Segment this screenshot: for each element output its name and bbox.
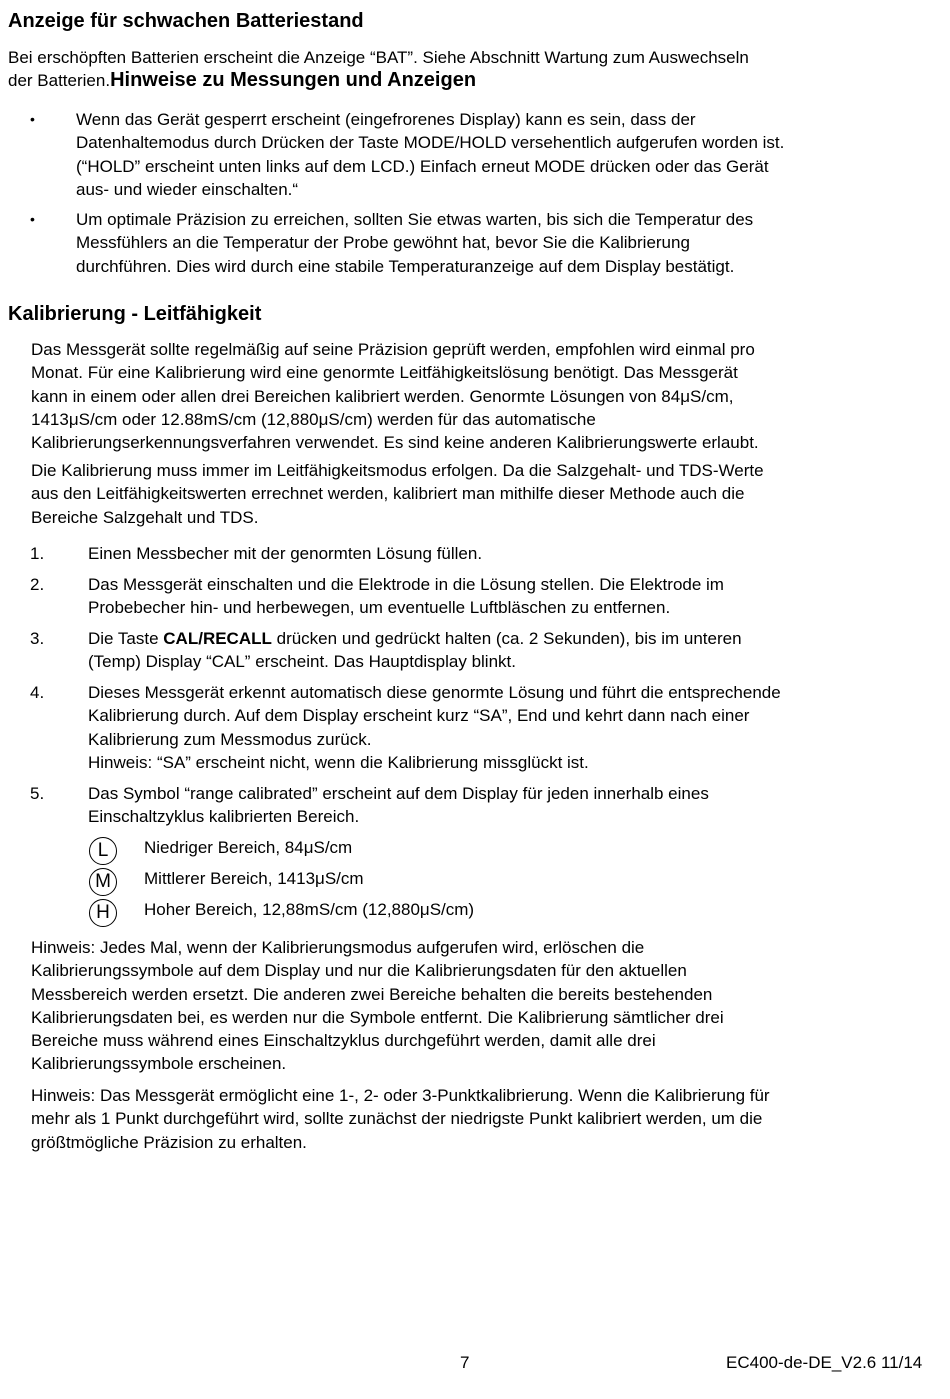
range-low-icon: L	[89, 837, 117, 865]
cal-recall-key-label: CAL/RECALL	[163, 629, 272, 648]
range-mid-icon: M	[89, 868, 117, 896]
paragraph-line: kann in einem oder allen drei Bereichen kalibriert werden. Genormte Lösungen von 84μS/cm,	[31, 386, 734, 406]
calibration-paragraph-1	[31, 338, 759, 454]
bullet-icon: •	[30, 211, 35, 227]
battery-text-prefix: der Batterien.	[8, 71, 111, 90]
note-2	[31, 1084, 770, 1154]
hint-1-line: Datenhaltemodus durch Drücken der Taste MODE/HOLD versehentlich aufgerufen worden ist.	[76, 133, 785, 153]
step-line: Hinweis: “SA” erscheint nicht, wenn die Kalibrierung missglückt ist.	[88, 752, 589, 772]
calibration-heading: Kalibrierung - Leitfähigkeit	[8, 303, 262, 325]
step-line: Dieses Messgerät erkennt automatisch diese genormte Lösung und führt die entsprechende	[88, 683, 781, 702]
note-line: Hinweis: Das Messgerät ermöglicht eine 1-, 2- oder 3-Punktkalibrierung. Wenn die Kalibrierung für	[31, 1086, 770, 1105]
range-high-text: Hoher Bereich, 12,88mS/cm (12,880μS/cm)	[144, 900, 475, 919]
note-line: mehr als 1 Punkt durchgeführt wird, sollte zunächst der niedrigste Punkt kalibriert werden, um die	[31, 1109, 763, 1129]
hint-2-line: durchführen. Dies wird durch eine stabile Temperaturanzeige auf dem Display bestätigt.	[76, 256, 735, 276]
step-line: Das Symbol “range calibrated” erscheint auf dem Display für jeden innerhalb eines	[88, 784, 709, 803]
bullet-icon: •	[30, 111, 35, 127]
battery-heading: Anzeige für schwachen Batteriestand	[8, 10, 364, 32]
hint-2-line: Messfühlers an die Temperatur der Probe gewöhnt hat, bevor Sie die Kalibrierung	[76, 233, 690, 253]
battery-text-line-1: Bei erschöpften Batterien erscheint die Anzeige “BAT”. Siehe Abschnitt Wartung zum Auswechseln	[8, 48, 749, 67]
step-line: Kalibrierung zum Messmodus zurück.	[88, 729, 372, 749]
paragraph-line: Kalibrierungserkennungsverfahren verwendet. Es sind keine anderen Kalibrierungswerte erlaubt.	[31, 433, 759, 453]
step-number: 2.	[30, 575, 45, 594]
step-number: 4.	[30, 683, 45, 702]
hint-1-line: Wenn das Gerät gesperrt erscheint (eingefrorenes Display) kann es sein, dass der	[76, 110, 696, 129]
note-line: größtmögliche Präzision zu erhalten.	[31, 1132, 307, 1152]
paragraph-line: Bereiche Salzgehalt und TDS.	[31, 507, 259, 527]
paragraph-line: aus den Leitfähigkeitswerten errechnet werden, kalibriert man mithilfe dieser Methode auch die	[31, 484, 745, 504]
paragraph-line: Das Messgerät sollte regelmäßig auf seine Präzision geprüft werden, empfohlen wird einmal pro	[31, 340, 755, 359]
paragraph-line: 1413μS/cm oder 12.88mS/cm (12,880μS/cm) werden für das automatische	[31, 409, 596, 429]
step-line: Einen Messbecher mit der genormten Lösung füllen.	[88, 544, 483, 563]
paragraph-line: Die Kalibrierung muss immer im Leitfähigkeitsmodus erfolgen. Da die Salzgehalt- und TDS-Werte	[31, 461, 764, 480]
hint-1-line: (“HOLD” erscheint unten links auf dem LCD.) Einfach erneut MODE drücken oder das Gerät	[76, 156, 769, 176]
range-high-icon: H	[89, 899, 117, 927]
step-5	[88, 782, 709, 829]
hints-heading: Hinweise zu Messungen und Anzeigen	[110, 69, 477, 91]
hint-2-line: Um optimale Präzision zu erreichen, sollten Sie etwas warten, bis sich die Temperatur des	[76, 210, 754, 229]
page-number: 7	[460, 1353, 470, 1372]
note-line: Bereiche muss während eines Einschaltzyklus durchgeführt werden, damit alle drei	[31, 1031, 656, 1051]
paragraph-line: Monat. Für eine Kalibrierung wird eine genormte Leitfähigkeitslösung benötigt. Das Messgerät	[31, 363, 738, 383]
step-line	[88, 627, 742, 650]
step-line: Das Messgerät einschalten und die Elektrode in die Lösung stellen. Die Elektrode im	[88, 575, 724, 594]
note-line: Kalibrierungsdaten bei, es werden nur die Symbole entfernt. Die Kalibrierung sämtlicher drei	[31, 1007, 724, 1027]
hint-bullet-1	[76, 108, 784, 201]
note-1	[31, 936, 724, 1076]
step-line: Kalibrierung durch. Auf dem Display erscheint kurz “SA”, End und kehrt dann nach einer	[88, 706, 750, 726]
note-line: Hinweis: Jedes Mal, wenn der Kalibrierungsmodus aufgerufen wird, erlöschen die	[31, 938, 645, 957]
calibration-paragraph-2	[31, 459, 764, 529]
note-line: Kalibrierungssymbole erscheinen.	[31, 1054, 287, 1074]
battery-text-line-2	[8, 69, 476, 92]
step-number: 5.	[30, 784, 45, 803]
note-line: Kalibrierungssymbole auf dem Display und nur die Kalibrierungsdaten für den aktuellen	[31, 961, 687, 981]
step-1	[88, 542, 482, 565]
step-4	[88, 681, 781, 774]
hint-1-line: aus- und wieder einschalten.“	[76, 179, 299, 199]
document-id: EC400-de-DE_V2.6 11/14	[726, 1353, 923, 1372]
note-line: Messbereich werden ersetzt. Die anderen zwei Bereiche behalten die bereits bestehenden	[31, 984, 713, 1004]
step-2	[88, 573, 724, 620]
step-3-pre: Die Taste	[88, 629, 164, 648]
step-3-post: drücken und gedrückt halten (ca. 2 Sekunden), bis im unteren	[271, 629, 742, 648]
hint-bullet-2	[76, 208, 753, 278]
step-line: (Temp) Display “CAL” erscheint. Das Hauptdisplay blinkt.	[88, 652, 516, 672]
step-number: 3.	[30, 629, 45, 648]
range-low-text: Niedriger Bereich, 84μS/cm	[144, 838, 353, 857]
step-number: 1.	[30, 544, 45, 563]
step-3	[88, 627, 742, 674]
step-line: Probebecher hin- und herbewegen, um eventuelle Luftbläschen zu entfernen.	[88, 598, 671, 618]
step-line: Einschaltzyklus kalibrierten Bereich.	[88, 807, 360, 827]
range-mid-text: Mittlerer Bereich, 1413μS/cm	[144, 869, 364, 888]
